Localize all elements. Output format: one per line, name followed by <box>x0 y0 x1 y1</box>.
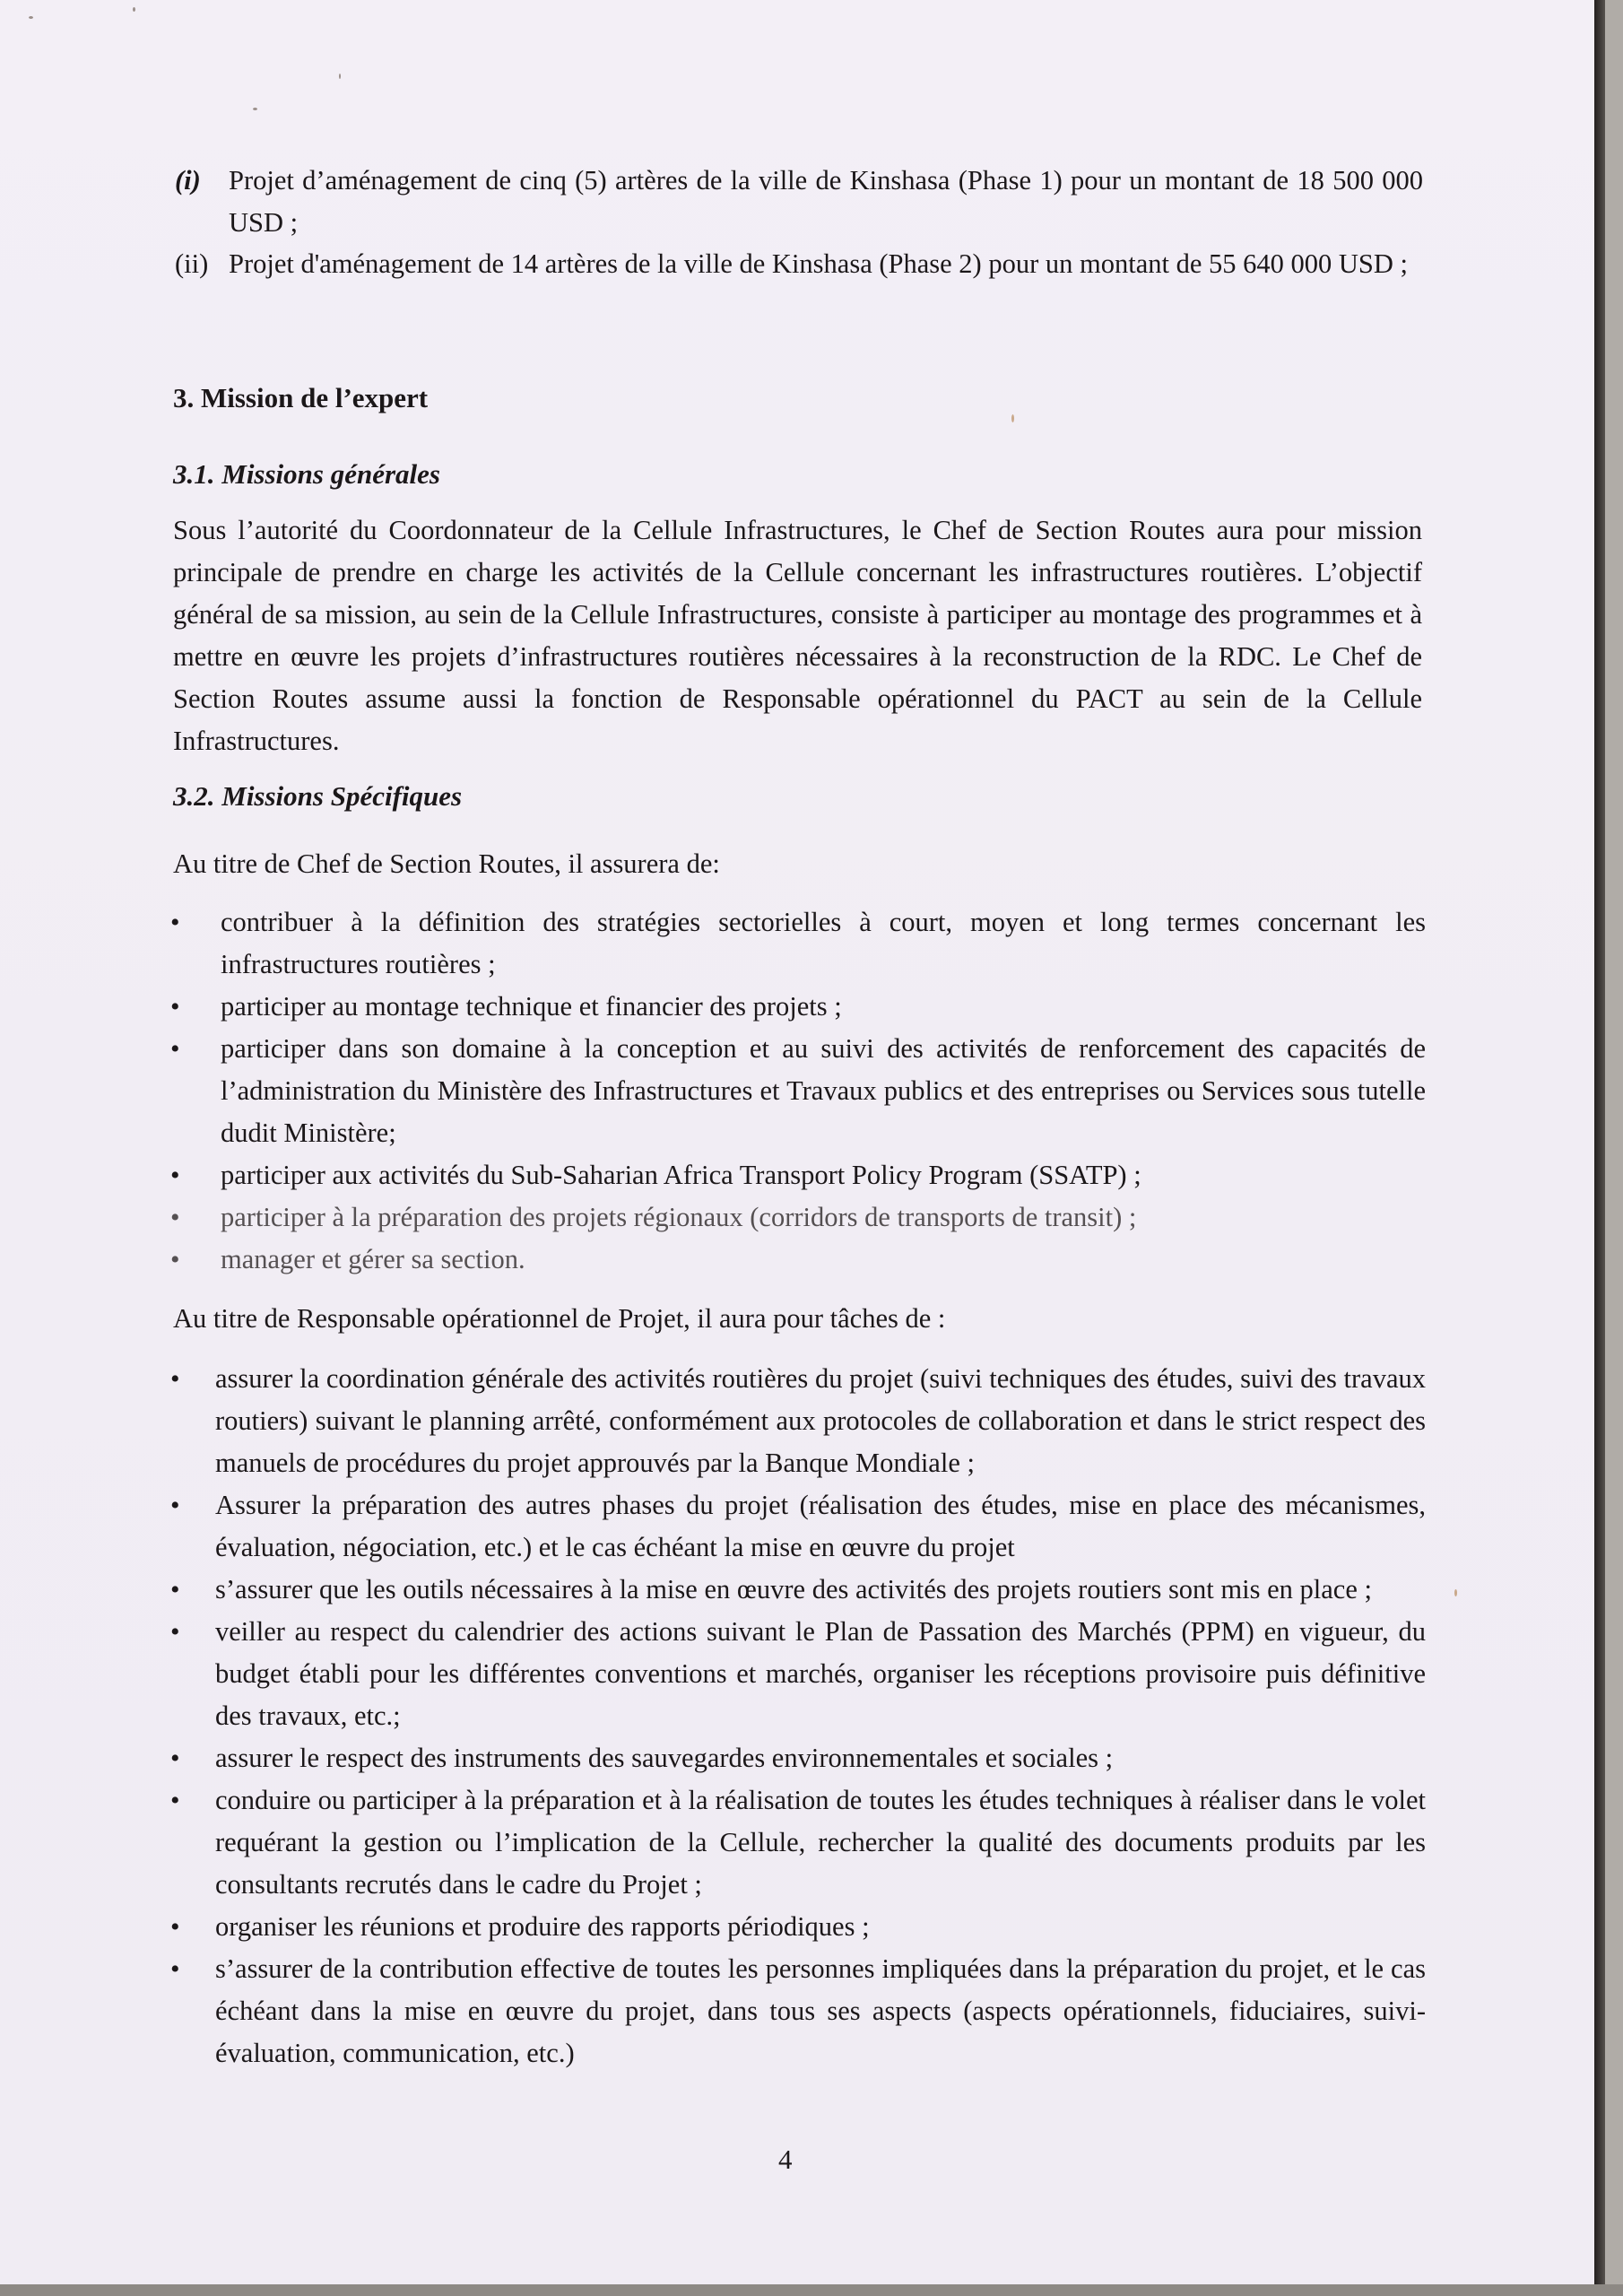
list-item-text: Assurer la préparation des autres phases du projet (réalisation des études, mise en place des mécanismes, évaluation, négociation, etc.) et le cas échéant la mise en œuvre du projet <box>215 1490 1426 1562</box>
list-item-text: participer à la préparation des projets régionaux (corridors de transports de transit) ; <box>221 1202 1137 1232</box>
section-heading: 3. Mission de l’expert <box>173 382 429 413</box>
enum-marker: (i) <box>175 165 201 196</box>
subsection-heading-3-2: 3.2. Missions Spécifiques <box>173 780 463 812</box>
list-item <box>170 1779 1426 1906</box>
list-item <box>170 986 1426 1028</box>
page-edge-shadow <box>1594 0 1605 2284</box>
subsection-heading-3-1: 3.1. Missions générales <box>173 458 440 490</box>
intro-responsable-projet: Au titre de Responsable opérationnel de Projet, il aura pour tâches de : <box>173 1303 946 1334</box>
bullet-icon: • <box>170 1161 180 1190</box>
bullet-icon: • <box>170 1744 180 1773</box>
project-item-1 <box>175 160 1423 244</box>
list-item <box>170 1358 1426 1484</box>
list-item-text: veiller au respect du calendrier des actions suivant le Plan de Passation des Marchés (PPM) en vigueur, du budget établi pour les différentes conventions et marchés, organiser les réceptions provisoire puis définitive des travaux, etc.; <box>215 1616 1426 1731</box>
responsable-tasks-list <box>170 1358 1426 2074</box>
list-item <box>170 1737 1426 1779</box>
list-item <box>170 1028 1426 1154</box>
scanner-background <box>1605 0 1623 2296</box>
list-item <box>170 1611 1426 1737</box>
list-item-text: s’assurer que les outils nécessaires à la mise en œuvre des activités des projets routiers sont mis en place ; <box>215 1574 1372 1605</box>
bullet-icon: • <box>170 1912 180 1942</box>
scanner-bottom-edge <box>0 2284 1623 2296</box>
list-item <box>170 901 1426 986</box>
list-item-text: participer au montage technique et financier des projets ; <box>221 991 842 1022</box>
list-item-text: organiser les réunions et produire des rapports périodiques ; <box>215 1911 870 1942</box>
list-item <box>170 1239 1426 1281</box>
missions-generales-paragraph: Sous l’autorité du Coordonnateur de la Cellule Infrastructures, le Chef de Section Routes aura pour mission principale de prendre en charge les activités de la Cellule concernant les infrastructures routières. L’objectif général de sa mission, au sein de la Cellule Infrastructures, consiste à participer au montage des programmes et à mettre en œuvre les projets d’infrastructures routières nécessaires à la reconstruction de la RDC. Le Chef de Section Routes assume aussi la fonction de Responsable opérationnel du PACT au sein de la Cellule Infrastructures. <box>173 515 1422 756</box>
bullet-icon: • <box>170 1364 180 1394</box>
page-number: 4 <box>778 2144 793 2175</box>
scan-speck <box>1011 414 1014 422</box>
bullet-icon: • <box>170 1954 180 1984</box>
intro-chef-section: Au titre de Chef de Section Routes, il assurera de: <box>173 848 720 879</box>
list-item-text: manager et gérer sa section. <box>221 1244 525 1274</box>
bullet-icon: • <box>170 1617 180 1647</box>
scan-speck <box>133 7 135 12</box>
list-item <box>170 1948 1426 2074</box>
project-text: Projet d’aménagement de cinq (5) artères de la ville de Kinshasa (Phase 1) pour un montant de 18 500 000 USD ; <box>229 165 1423 238</box>
list-item <box>170 1196 1426 1239</box>
bullet-icon: • <box>170 908 180 937</box>
list-item <box>170 1154 1426 1196</box>
list-item-text: participer aux activités du Sub-Saharian Africa Transport Policy Program (SSATP) ; <box>221 1160 1141 1190</box>
bullet-icon: • <box>170 1786 180 1815</box>
bullet-icon: • <box>170 1575 180 1605</box>
list-item-text: assurer la coordination générale des activités routières du projet (suivi techniques des études, suivi des travaux routiers) suivant le planning arrêté, conformément aux protocoles de collaboration et dans le strict respect des manuels de procédures du projet approuvés par la Banque Mondiale ; <box>215 1363 1426 1478</box>
bullet-icon: • <box>170 1203 180 1232</box>
bullet-icon: • <box>170 1491 180 1520</box>
bullet-icon: • <box>170 1245 180 1274</box>
project-item-2 <box>175 243 1423 285</box>
bullet-icon: • <box>170 1034 180 1064</box>
scan-speck <box>1454 1589 1457 1596</box>
list-item <box>170 1484 1426 1569</box>
project-text: Projet d'aménagement de 14 artères de la ville de Kinshasa (Phase 2) pour un montant de 55 640 000 USD ; <box>229 248 1408 279</box>
scan-speck <box>339 74 341 79</box>
scan-speck <box>253 108 257 110</box>
list-item <box>170 1906 1426 1948</box>
list-item-text: s’assurer de la contribution effective de toutes les personnes impliquées dans la préparation du projet, et le cas échéant dans la mise en œuvre du projet, dans tous ses aspects (aspects opérationnels, fiduciaires, suivi-évaluation, communication, etc.) <box>215 1953 1426 2068</box>
list-item-text: participer dans son domaine à la conception et au suivi des activités de renforcement des capacités de l’administration du Ministère des Infrastructures et Travaux publics et des entreprises ou Services sous tutelle dudit Ministère; <box>221 1033 1426 1148</box>
enum-marker: (ii) <box>175 248 209 279</box>
list-item <box>170 1569 1426 1611</box>
scan-speck <box>29 16 33 19</box>
list-item-text: conduire ou participer à la préparation et à la réalisation de toutes les études techniques à réaliser dans le volet requérant la gestion ou l’implication de la Cellule, rechercher la qualité des documents produits par les consultants recrutés dans le cadre du Projet ; <box>215 1785 1426 1900</box>
bullet-icon: • <box>170 992 180 1022</box>
list-item-text: assurer le respect des instruments des sauvegardes environnementales et sociales ; <box>215 1743 1114 1773</box>
list-item-text: contribuer à la définition des stratégies sectorielles à court, moyen et long termes concernant les infrastructures routières ; <box>221 907 1426 979</box>
chef-tasks-list <box>170 901 1426 1281</box>
